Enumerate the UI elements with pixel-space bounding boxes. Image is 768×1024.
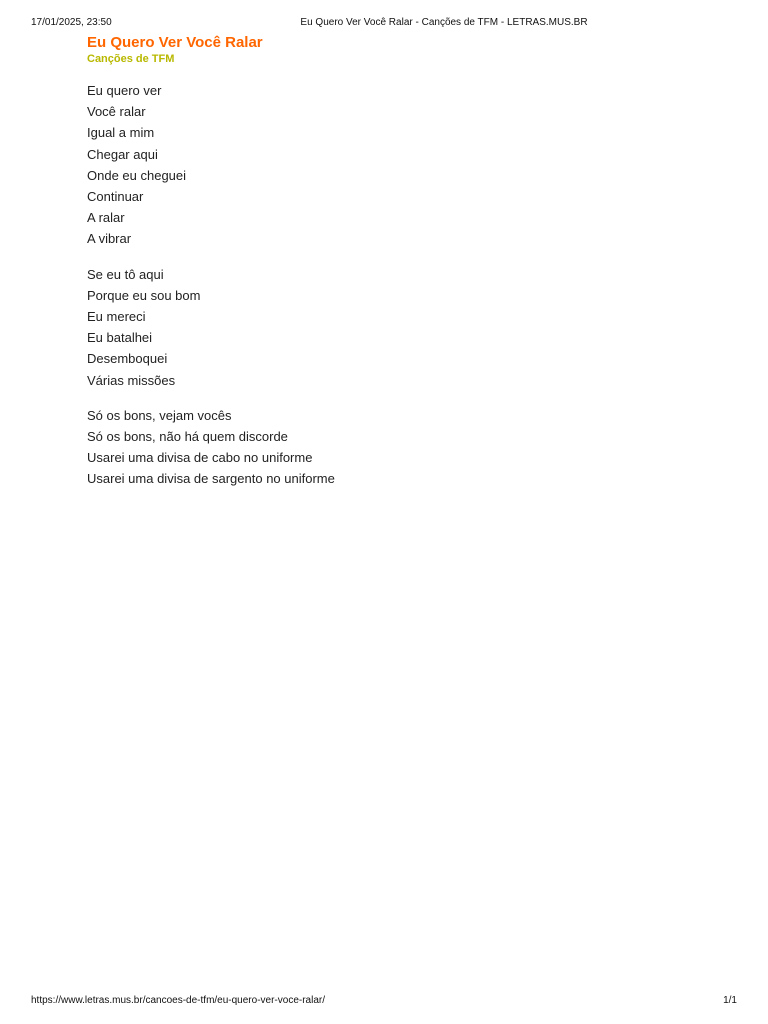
- song-title: Eu Quero Ver Você Ralar: [87, 34, 263, 51]
- lyric-line: Só os bons, vejam vocês: [87, 407, 232, 423]
- stanza-2: [87, 264, 687, 391]
- lyric-line: Se eu tô aqui: [87, 266, 164, 282]
- lyric-line: Desemboquei: [87, 351, 168, 367]
- lyric-line: Chegar aqui: [87, 146, 158, 162]
- lyric-line: Porque eu sou bom: [87, 287, 201, 303]
- lyric-line: Só os bons, não há quem discorde: [87, 429, 288, 445]
- lyric-line: Você ralar: [87, 104, 146, 120]
- lyric-line: A ralar: [87, 210, 125, 226]
- lyric-line: Onde eu cheguei: [87, 167, 187, 183]
- lyric-line: Eu quero ver: [87, 83, 162, 98]
- artist-name: Canções de TFM: [87, 53, 175, 65]
- print-document-title: Eu Quero Ver Você Ralar - Canções de TFM - LETRAS.MUS.BR: [300, 17, 588, 28]
- page-url: https://www.letras.mus.br/cancoes-de-tfm/eu-quero-ver-voce-ralar/: [31, 995, 325, 1006]
- lyric-line: Continuar: [87, 189, 144, 205]
- lyric-line: Igual a mim: [87, 125, 155, 141]
- lyric-line: Várias missões: [87, 372, 176, 388]
- lyric-line: Eu batalhei: [87, 330, 153, 346]
- lyric-line: Eu mereci: [87, 309, 146, 325]
- lyric-line: Usarei uma divisa de sargento no uniforme: [87, 471, 335, 487]
- lyric-line: Usarei uma divisa de cabo no uniforme: [87, 450, 313, 466]
- print-header: [31, 17, 737, 31]
- stanza-1: [87, 80, 687, 250]
- print-datetime: 17/01/2025, 23:50: [31, 17, 112, 28]
- page-number: 1/1: [723, 995, 737, 1006]
- print-footer: [31, 995, 737, 1009]
- lyrics-content: [87, 34, 687, 504]
- stanza-3: [87, 405, 687, 490]
- lyric-line: A vibrar: [87, 231, 132, 247]
